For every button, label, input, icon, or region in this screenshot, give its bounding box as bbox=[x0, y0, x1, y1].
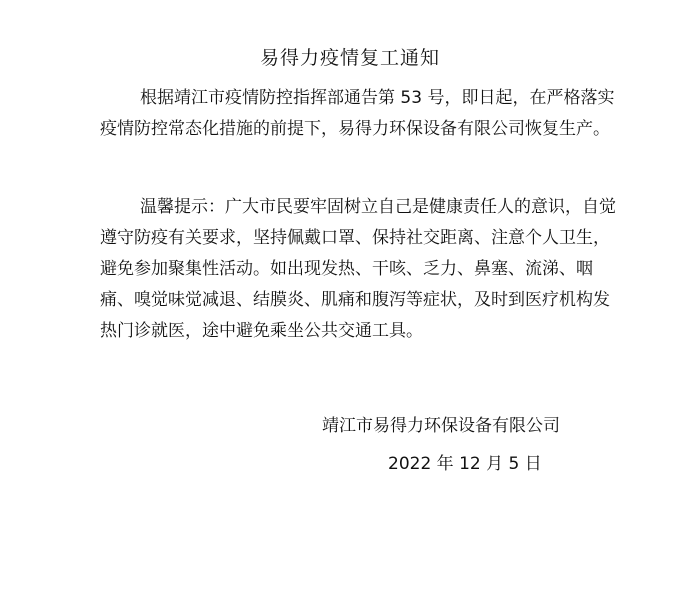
notice-signature: 靖江市易得力环保设备有限公司 bbox=[322, 416, 560, 436]
notice-paragraph-announcement: 根据靖江市疫情防控指挥部通告第 53 号，即日起，在严格落实疫情防控常态化措施的前提下，易得力环保设备有限公司恢复生产。 bbox=[100, 88, 615, 139]
notice-date: 2022 年 12 月 5 日 bbox=[388, 454, 542, 474]
notice-title: 易得力疫情复工通知 bbox=[259, 47, 440, 69]
notice-paragraph-reminder: 温馨提示：广大市民要牢固树立自己是健康责任人的意识，自觉遵守防疫有关要求，坚持佩戴口罩、保持社交距离、注意个人卫生，避免参加聚集性活动。如出现发热、干咳、乏力、鼻塞、流涕、咽痛、嗅觉味觉减退、结膜炎、肌痛和腹泻等症状，及时到医疗机构发热门诊就医，途中避免乘坐公共交通工具。 bbox=[100, 197, 616, 341]
